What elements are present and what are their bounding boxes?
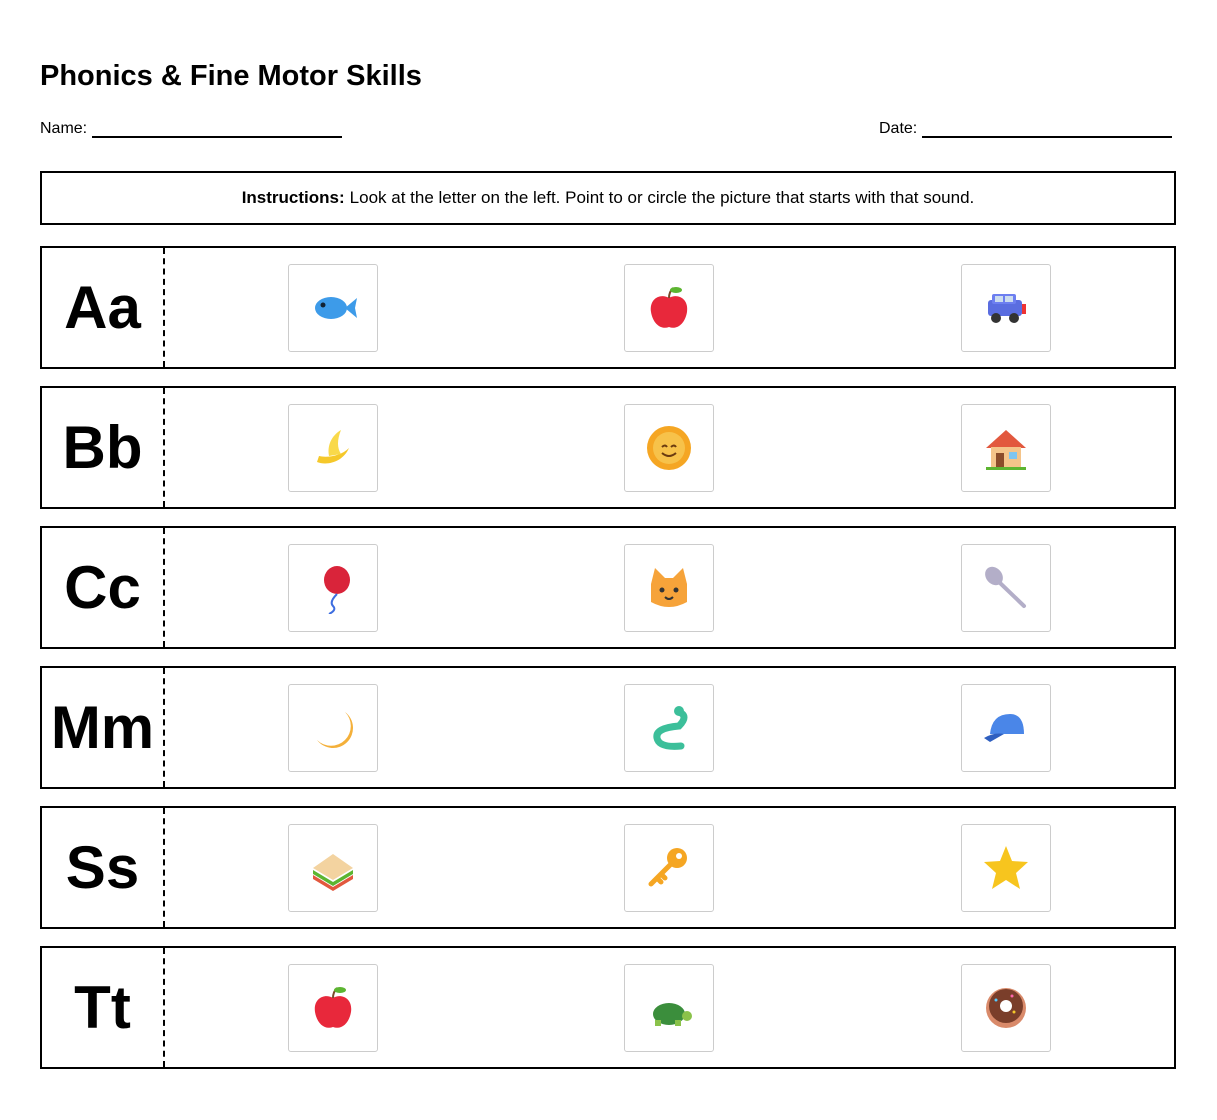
sandwich-icon <box>307 842 359 894</box>
picture-choice-cat[interactable] <box>624 544 714 632</box>
picture-cell <box>838 248 1174 367</box>
picture-cell <box>838 528 1174 647</box>
picture-cell <box>165 528 501 647</box>
letter-row-a <box>40 246 1176 369</box>
name-field[interactable] <box>40 120 342 138</box>
picture-cell <box>501 808 837 927</box>
key-icon <box>643 842 695 894</box>
instructions-label: Instructions: <box>241 188 345 207</box>
picture-cell <box>838 388 1174 507</box>
cat-icon <box>643 562 695 614</box>
instructions-text: Look at the letter on the left. Point to or circle the picture that starts with that sound. <box>349 188 975 207</box>
row-letter: Mm <box>42 668 165 787</box>
picture-choice-house[interactable] <box>961 404 1051 492</box>
picture-choice-fish[interactable] <box>288 264 378 352</box>
donut-icon <box>980 982 1032 1034</box>
picture-cell <box>501 248 837 367</box>
picture-cell <box>501 668 837 787</box>
picture-choices <box>165 948 1174 1067</box>
letter-row-c <box>40 526 1176 649</box>
picture-cell <box>838 808 1174 927</box>
name-label: Name: <box>40 120 88 137</box>
car-icon <box>980 282 1032 334</box>
picture-choices <box>165 668 1174 787</box>
apple-icon <box>307 982 359 1034</box>
picture-choice-spoon[interactable] <box>961 544 1051 632</box>
picture-choice-sandwich[interactable] <box>288 824 378 912</box>
date-line[interactable] <box>922 122 1172 138</box>
picture-cell <box>838 668 1174 787</box>
picture-choice-apple[interactable] <box>288 964 378 1052</box>
page-title: Phonics & Fine Motor Skills <box>40 60 422 92</box>
picture-choices <box>165 808 1174 927</box>
picture-cell <box>838 948 1174 1067</box>
banana-icon <box>307 422 359 474</box>
row-letter: Aa <box>42 248 165 367</box>
snake-icon <box>643 702 695 754</box>
picture-cell <box>501 948 837 1067</box>
picture-choice-apple[interactable] <box>624 264 714 352</box>
sun-icon <box>643 422 695 474</box>
cap-icon <box>980 702 1032 754</box>
star-icon <box>980 842 1032 894</box>
row-letter: Bb <box>42 388 165 507</box>
letter-row-b <box>40 386 1176 509</box>
picture-choice-balloon[interactable] <box>288 544 378 632</box>
picture-cell <box>165 388 501 507</box>
turtle-icon <box>643 982 695 1034</box>
letter-row-m <box>40 666 1176 789</box>
picture-cell <box>501 388 837 507</box>
row-letter: Cc <box>42 528 165 647</box>
date-field[interactable] <box>879 120 1172 138</box>
picture-cell <box>501 528 837 647</box>
picture-choice-turtle[interactable] <box>624 964 714 1052</box>
picture-choice-donut[interactable] <box>961 964 1051 1052</box>
moon-icon <box>307 702 359 754</box>
picture-choices <box>165 388 1174 507</box>
letter-row-s <box>40 806 1176 929</box>
picture-choice-car[interactable] <box>961 264 1051 352</box>
date-label: Date: <box>879 120 918 137</box>
picture-choices <box>165 248 1174 367</box>
fish-icon <box>307 282 359 334</box>
picture-choice-star[interactable] <box>961 824 1051 912</box>
instructions-box <box>40 171 1176 225</box>
picture-choice-banana[interactable] <box>288 404 378 492</box>
picture-choice-snake[interactable] <box>624 684 714 772</box>
row-letter: Ss <box>42 808 165 927</box>
picture-cell <box>165 808 501 927</box>
house-icon <box>980 422 1032 474</box>
picture-cell <box>165 248 501 367</box>
spoon-icon <box>980 562 1032 614</box>
picture-choice-cap[interactable] <box>961 684 1051 772</box>
picture-cell <box>165 948 501 1067</box>
name-line[interactable] <box>92 122 342 138</box>
picture-choice-sun[interactable] <box>624 404 714 492</box>
letter-row-t <box>40 946 1176 1069</box>
letter-rows <box>40 246 1176 1086</box>
picture-cell <box>165 668 501 787</box>
picture-choice-key[interactable] <box>624 824 714 912</box>
row-letter: Tt <box>42 948 165 1067</box>
balloon-icon <box>307 562 359 614</box>
picture-choice-moon[interactable] <box>288 684 378 772</box>
picture-choices <box>165 528 1174 647</box>
apple-icon <box>643 282 695 334</box>
